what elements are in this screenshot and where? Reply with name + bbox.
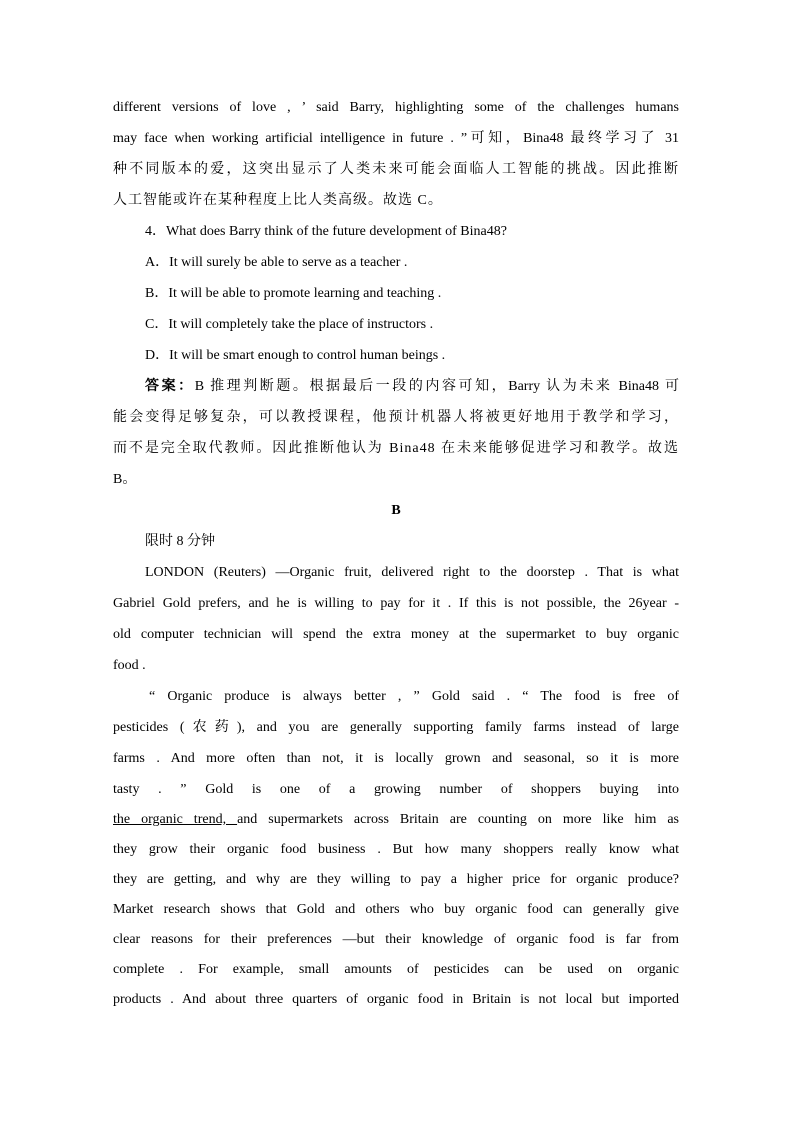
underlined-phrase: the organic trend, xyxy=(113,812,238,827)
passage-line: food . xyxy=(113,658,146,673)
option-a: A．It will surely be able to serve as a teacher . xyxy=(145,255,408,270)
passage-line: old computer technician will spend the extra money at the supermarket to buy organic xyxy=(113,627,679,642)
time-limit: 限时 8 分钟 xyxy=(145,534,215,549)
passage-line: Gabriel Gold prefers, and he is willing to pay for it . If this is not possible, the 26year - xyxy=(113,596,679,611)
question-4: 4．What does Barry think of the future development of Bina48? xyxy=(145,224,507,239)
answer-line xyxy=(113,371,679,402)
passage-line: products . And about three quarters of organic food in Britain is not local but imported xyxy=(113,992,679,1007)
option-b: B．It will be able to promote learning and teaching . xyxy=(145,286,442,301)
answer-line: B。 xyxy=(113,472,137,487)
passage-line: farms . And more often than not, it is locally grown and seasonal, so it is more xyxy=(113,751,679,766)
passage-line: Market research shows that Gold and others who buy organic food can generally give xyxy=(113,902,679,917)
text-line: may face when working artificial intelligence in future . ”可知，Bina48 最终学习了 31 xyxy=(113,131,679,146)
text-line: 人工智能或许在某种程度上比人类高级。故选 C。 xyxy=(113,193,443,208)
passage-line: LONDON (Reuters) —Organic fruit, delivered right to the doorstep . That is what xyxy=(145,565,679,580)
answer-line: 能会变得足够复杂，可以教授课程，他预计机器人将被更好地用于教学和学习， xyxy=(113,410,679,425)
option-d: D．It will be smart enough to control human beings . xyxy=(145,348,446,363)
passage-text: and supermarkets across Britain are counting on more like him as xyxy=(237,812,679,827)
answer-line: 而不是完全取代教师。因此推断他认为 Bina48 在未来能够促进学习和教学。故选 xyxy=(113,441,679,456)
answer-label: 答案： xyxy=(145,379,195,394)
passage-line xyxy=(113,805,679,835)
section-heading: B xyxy=(391,503,401,518)
passage-line: clear reasons for their preferences —but their knowledge of organic food is far from xyxy=(113,932,679,947)
passage-line: tasty . ” Gold is one of a growing number of shoppers buying into xyxy=(113,782,679,797)
passage-line: “ Organic produce is always better , ” Gold said . “ The food is free of xyxy=(149,689,679,704)
option-c: C．It will completely take the place of instructors . xyxy=(145,317,434,332)
text-line: different versions of love , ’ said Barry, highlighting some of the challenges humans xyxy=(113,100,679,115)
passage-line: complete . For example, small amounts of pesticides can be used on organic xyxy=(113,962,679,977)
answer-text: B 推理判断题。根据最后一段的内容可知，Barry 认为未来 Bina48 可 xyxy=(194,379,679,394)
passage-line: pesticides (农药), and you are generally supporting family farms instead of large xyxy=(113,720,679,735)
text-body xyxy=(113,92,679,1015)
passage-line: they grow their organic food business . But how many shoppers really know what xyxy=(113,842,679,857)
text-line: 种不同版本的爱，这突出显示了人类未来可能会面临人工智能的挑战。因此推断 xyxy=(113,162,679,177)
passage-line: they are getting, and why are they willing to pay a higher price for organic produce? xyxy=(113,872,679,887)
